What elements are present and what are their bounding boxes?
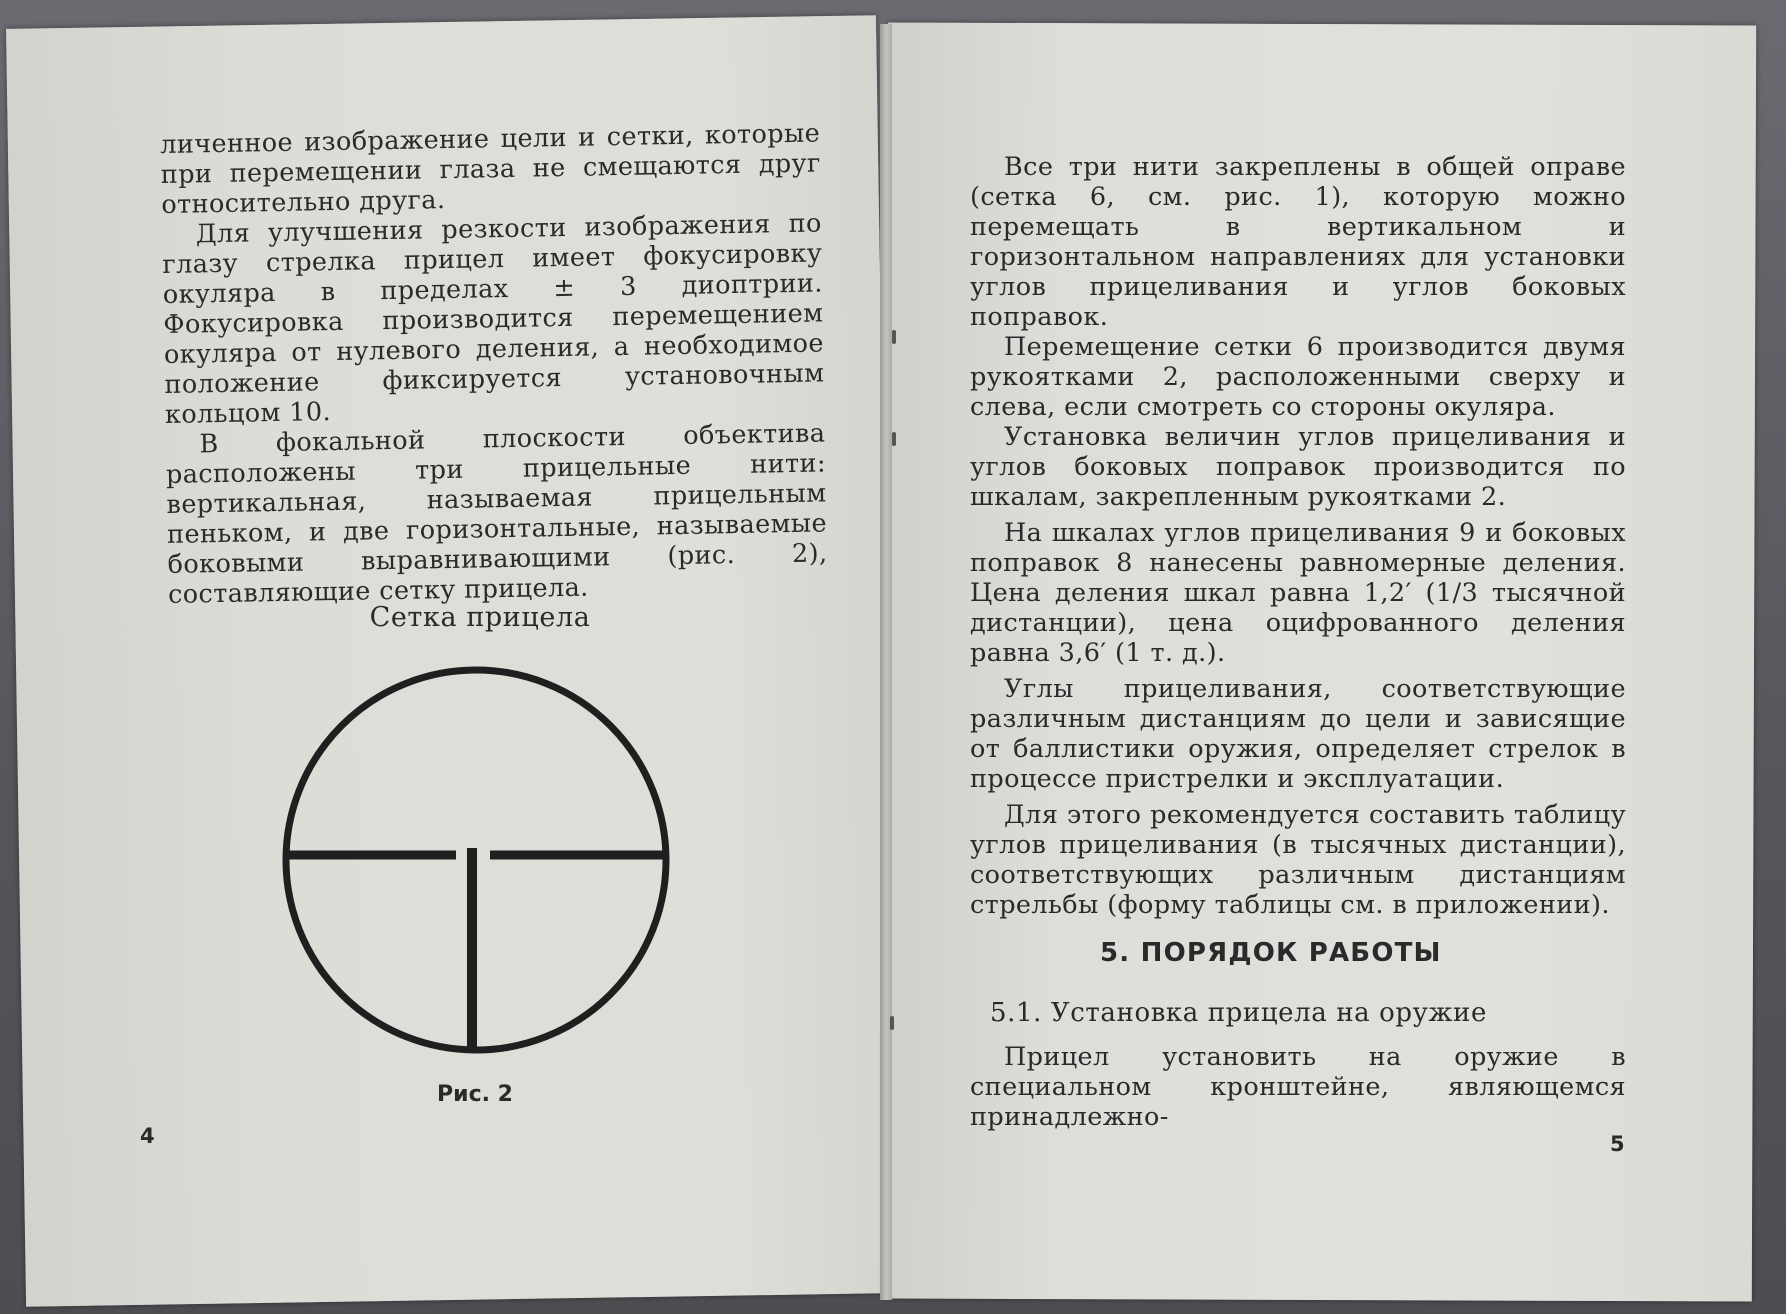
right-paragraph-4: На шкалах углов прицеливания 9 и боковых поправок 8 нанесены равномерные деления. Цена деления шкал равна 1,2′ (1/3 тысячной дистанции), цена оцифрованного деления равна 3,6′ (1 т. д.). xyxy=(970,518,1626,668)
right-bottom-text xyxy=(970,1042,1626,1132)
right-paragraph-6: Для этого рекомендуется составить таблицу углов прицеливания (в тысячных дистанции), соответствующих различным дистанциям стрельбы (форму таблицы см. в приложении). xyxy=(970,800,1626,920)
right-paragraph-3: Установка величин углов прицеливания и углов боковых поправок производится по шкалам, закрепленным рукоятками 2. xyxy=(970,422,1626,512)
page-number-left: 4 xyxy=(140,1124,155,1148)
figure-title: Сетка прицела xyxy=(369,602,591,633)
left-page-text xyxy=(160,118,828,609)
subsection-heading: 5.1. Установка прицела на оружие xyxy=(990,998,1487,1028)
right-paragraph-5: Углы прицеливания, соответствующие различным дистанциям до цели и зависящие от баллистики оружия, определяет стрелок в процессе пристрелки и эксплуатации. xyxy=(970,674,1626,794)
reticle-figure xyxy=(276,660,676,1060)
right-bottom-paragraph: Прицел установить на оружие в специальном кронштейне, являющемся принадлежно- xyxy=(970,1042,1626,1132)
figure-caption: Рис. 2 xyxy=(437,1082,513,1107)
book-spine xyxy=(880,24,892,1300)
section-heading: 5. ПОРЯДОК РАБОТЫ xyxy=(1100,938,1442,968)
right-paragraph-2: Перемещение сетки 6 производится двумя рукоятками 2, расположенными сверху и слева, если смотреть со стороны окуляра. xyxy=(970,332,1626,422)
staple-mark xyxy=(890,1016,894,1030)
staple-mark xyxy=(892,330,896,344)
page-number-right: 5 xyxy=(1610,1132,1625,1156)
right-paragraph-1: Все три нити закреплены в общей оправе (сетка 6, см. рис. 1), которую можно перемещать в вертикальном и горизонтальном направлениях для установки углов прицеливания и углов боковых поправок. xyxy=(970,152,1626,332)
right-page-text xyxy=(970,152,1626,920)
staple-mark xyxy=(892,432,896,446)
left-paragraph-3: В фокальной плоскости объектива расположены три прицельные нити: вертикальная, называемая прицельным пеньком, и две горизонтальные, называемые боковыми выравнивающими (рис. 2), составляющие сетку прицела. xyxy=(165,418,828,610)
left-paragraph-1: личенное изображение цели и сетки, которые при перемещении глаза не смещаются друг относительно друга. xyxy=(160,118,821,220)
left-paragraph-2: Для улучшения резкости изображения по глазу стрелка прицел имеет фокусировку окуляра в пределах ± 3 диоптрии. Фокусировка производится перемещением окуляра от нулевого деления, а необходимое положение фиксируется установочным кольцом 10. xyxy=(162,208,825,430)
